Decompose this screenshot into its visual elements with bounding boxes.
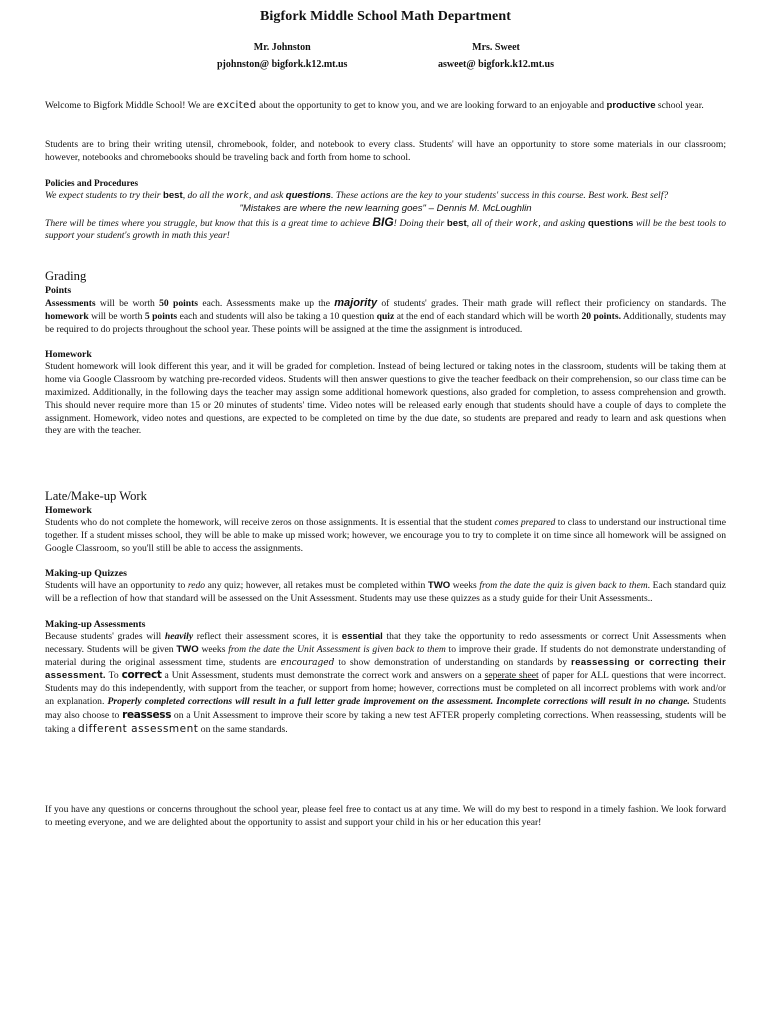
homework-heading: Homework — [45, 349, 92, 361]
policies-heading: Policies and Procedures — [45, 178, 139, 188]
late-work-section — [45, 488, 726, 736]
quizzes-heading: Making-up Quizzes — [45, 568, 127, 580]
assessments-heading: Making-up Assessments — [45, 618, 146, 630]
teacher-email[interactable]: pjohnston@ bigfork.k12.mt.us — [217, 59, 348, 70]
closing-paragraph: If you have any questions or concerns throughout the school year, please feel free to contact us at any time. We will do my best to respond in a timely fashion. We look forward to meeting everyone, and we are delighted about the opportunity to assist and support your child in his or her education this year! — [45, 804, 726, 828]
assessments-paragraph: Because students' grades will heavily reflect their assessment scores, it is essential that they take the opportunity to redo assessments or correct Unit Assessments when necessary. Students will be given TWO weeks from the date the Unit Assessment is given back to them to improve their grade. If students do not demonstrate understanding of material during the original assessment time, students are encouraged to show demonstration of understanding on standards by reassessing or correcting their assessment. To correct a Unit Assessment, students must demonstrate the correct work and answers on a seperate sheet of paper for ALL questions that were incorrect. Students may do this independently, with support from the teacher, or support from home; however, corrections must be completed on all incorrect problems with work and/or an explanation. Properly completed corrections will result in a full letter grade improvement on the assessment. Incomplete corrections will result in no change. Students may also choose to reassess on a Unit Assessment to improve their score by taking a new test AFTER properly completing corrections. When reassessing, students will be taking a different assessment on the same standards. — [45, 630, 726, 735]
teacher-name: Mrs. Sweet — [472, 42, 520, 53]
points-paragraph: Assessments will be worth 50 points each. Assessments make up the majority of students' grades. Their math grade will reflect their proficiency on standards. The homework will be worth 5 points each and students will also be taking a 10 question quiz at the end of each standard which will be worth 20 points. Additionally, students may be required to do projects throughout the school year. These points will be assigned at the time the assignment is introduced. — [45, 297, 726, 335]
policies-section: Policies and Procedures We expect students to try their best, do all the work, and ask questions. These actions are the key to your students' success in this course. Best work. Best self? "Mistakes are where the new learning goes" – Dennis M. McLoughlin There will be times where you struggle, but know that this is a great time to achieve BIG! Doing their best, all of their work, and asking questions will be the best tools to support your student's growth in math this year! — [45, 178, 726, 242]
quote: "Mistakes are where the new learning goes" – Dennis M. McLoughlin — [239, 202, 532, 214]
document-page — [45, 0, 726, 828]
homework-paragraph: Student homework will look different this year, and it will be graded for completion. Instead of being lectured or taking notes in the classroom, students will be taking them at home via Google Classroom by watching pre-recorded videos. Students will then answer questions to give the teacher feedback on their comprehension, so our class time can be maximized. Additionally, in the following days the teacher may assign some additional homework questions, also graded for completion, to assess comprehension and growth. This should never require more than 15 or 20 minutes of students' time. Video notes will be released early enough that students should have a couple of days to complete the assignment. Homework, video notes and questions, are expected to be completed on time by the due date, so students are prepared and ready to learn and ask questions when they are with the teacher. — [45, 361, 726, 437]
late-homework-heading: Homework — [45, 505, 92, 516]
page-title: Bigfork Middle School Math Department — [259, 9, 512, 24]
late-homework-paragraph: Students who do not complete the homework, will receive zeros on those assignments. It is essential that the student comes prepared to class to understand our instructional time together. If a student misses school, they will be able to make up missed work; however, we encourage you to try to complete it on time since all homework will be assigned on Google Classroom, so you'll still be able to access the assignments. — [45, 517, 726, 554]
welcome-paragraph: Welcome to Bigfork Middle School! We are excited about the opportunity to get to know you, and we are looking forward to an enjoyable and productive school year. — [45, 100, 704, 111]
points-heading: Points — [45, 285, 72, 296]
grading-heading: Grading — [45, 269, 87, 283]
grading-section — [45, 268, 726, 438]
teacher-contacts — [45, 39, 726, 73]
teacher-email[interactable]: asweet@ bigfork.k12.mt.us — [438, 59, 554, 70]
teacher-sweet — [438, 39, 554, 73]
late-work-heading: Late/Make-up Work — [45, 489, 147, 503]
teacher-name: Mr. Johnston — [253, 42, 311, 53]
materials-paragraph: Students are to bring their writing utensil, chromebook, folder, and notebook to every class. Students' will have an opportunity to store some materials in our classroom; however, notebooks and chromebooks should be traveling back and forth from home to school. — [45, 139, 726, 163]
quizzes-paragraph: Students will have an opportunity to redo any quiz; however, all retakes must be completed within TWO weeks from the date the quiz is given back to them. Each standard quiz will be a reflection of how that standard will be assessed on the Unit Assessment. Students may use these quizzes as a study guide for their Unit Assessments.. — [45, 580, 726, 605]
teacher-johnston — [217, 39, 347, 73]
